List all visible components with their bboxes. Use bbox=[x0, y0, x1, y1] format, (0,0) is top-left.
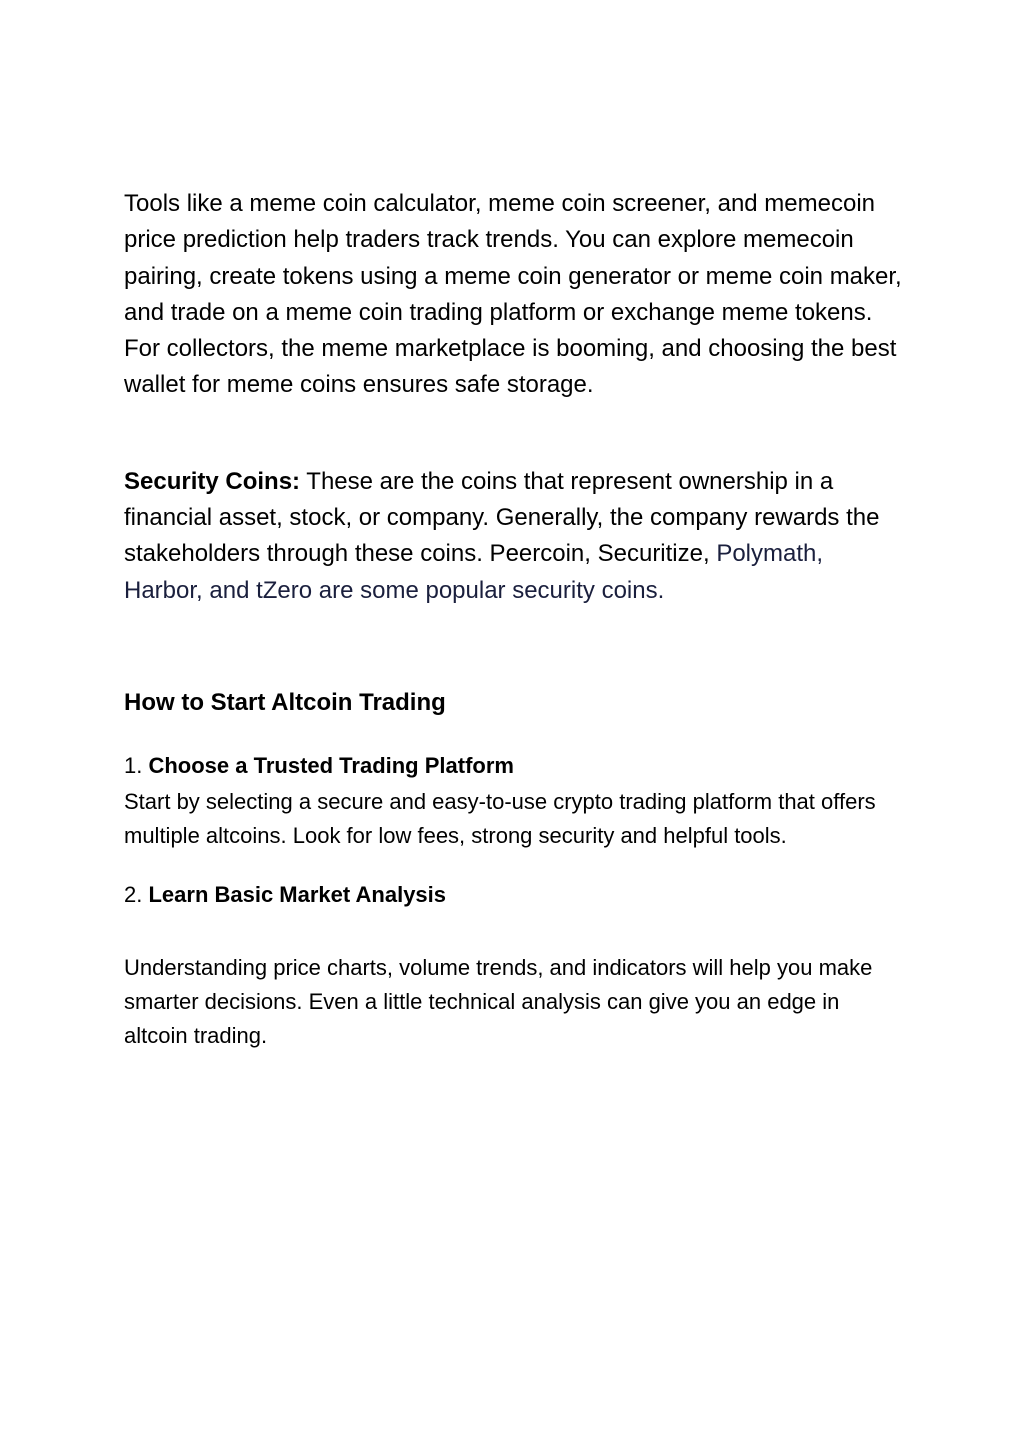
step-1-title: Choose a Trusted Trading Platform bbox=[148, 752, 514, 778]
step-2-heading bbox=[124, 881, 904, 909]
step-2-number: 2. bbox=[124, 881, 149, 907]
step-1-number: 1. bbox=[124, 752, 149, 778]
section-heading: How to Start Altcoin Trading bbox=[124, 688, 446, 716]
intro-paragraph: Tools like a meme coin calculator, meme coin screener, and memecoin price prediction help traders track trends. You can explore memecoin pairing, create tokens using a meme coin generator or meme coin maker, and trade on a meme coin trading platform or exchange meme tokens. For collectors, the meme marketplace is booming, and choosing the best wallet for meme coins ensures safe storage. bbox=[124, 190, 902, 399]
step-2-title: Learn Basic Market Analysis bbox=[148, 881, 447, 907]
step-1-body: Start by selecting a secure and easy-to-use crypto trading platform that offers multiple altcoins. Look for low fees, strong security and helpful tools. bbox=[124, 788, 876, 848]
security-coins-paragraph bbox=[124, 464, 904, 609]
step-2-body: Understanding price charts, volume trends, and indicators will help you make smarter decisions. Even a little technical analysis can give you an edge in altcoin trading. bbox=[124, 954, 873, 1048]
document-page bbox=[124, 186, 904, 1053]
security-coins-link[interactable]: Polymath, Harbor, and tZero are some popular security coins. bbox=[124, 540, 824, 604]
step-1-heading bbox=[124, 752, 904, 780]
security-coins-text: These are the coins that represent ownership in a financial asset, stock, or company. Generally, the company rewards the stakeholders through these coins. Peercoin, Securitize, bbox=[124, 467, 880, 568]
security-coins-label: Security Coins: bbox=[124, 467, 301, 495]
